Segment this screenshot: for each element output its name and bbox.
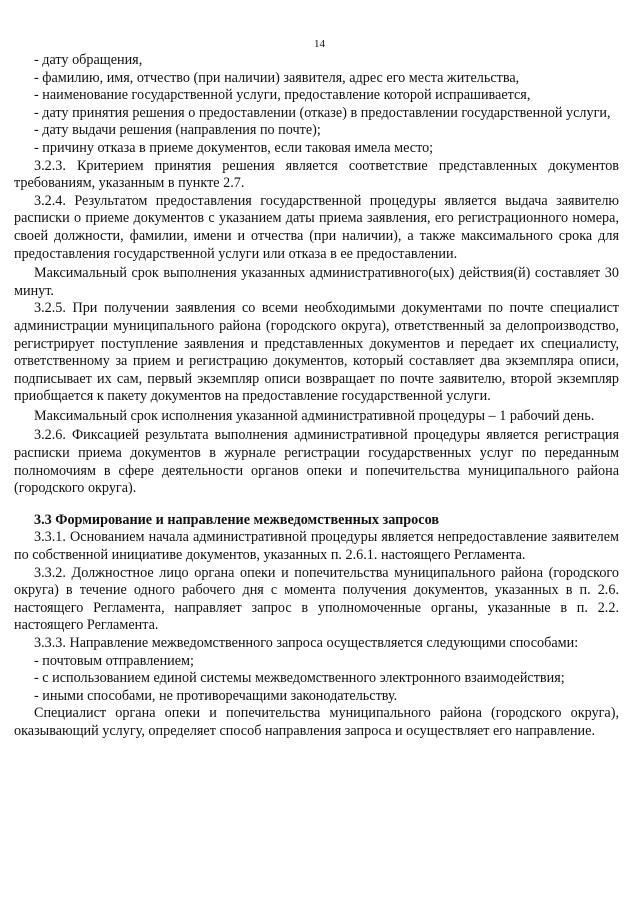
list-item: - иными способами, не противоречащими законодательству. bbox=[34, 687, 398, 704]
paragraph-3-2-5-max-time: Максимальный срок исполнения указанной административной процедуры – 1 рабочий день. bbox=[34, 407, 595, 424]
paragraph-3-3-2: 3.3.2. Должностное лицо органа опеки и попечительства муниципального района (городского округа) в течение одного рабочего дня с момента получения документов, указанных в п. 2.6. настоящего Регламента, направляет запрос в уполномоченные органы, указанные в п. 2.2. настоящего Регламента. bbox=[14, 564, 619, 634]
list-item: - дату обращения, bbox=[34, 52, 143, 68]
paragraph-3-2-5: 3.2.5. При получении заявления со всеми необходимыми документами по почте специалист администрации муниципального района (городского округа), ответственный за делопроизводство, регистрирует поступление заявления и представленных документов и передает их специалисту, ответственному за прием и регистрацию документов, который составляет два экземпляра описи, подписывает их сам, первый экземпляр описи возвращает по почте заявителю, второй экземпляр приобщается к пакету документов на предоставление государственной услуги. bbox=[14, 300, 619, 405]
paragraph-final: Специалист органа опеки и попечительства муниципального района (городского округа), оказывающий услугу, определяет способ направления запроса и осуществляет его направление. bbox=[14, 705, 619, 739]
paragraph-3-2-3: 3.2.3. Критерием принятия решения является соответствие представленных документов требованиям, указанным в пункте 2.7. bbox=[14, 157, 619, 192]
list-item: - наименование государственной услуги, предоставление которой испрашивается, bbox=[34, 87, 531, 104]
paragraph-3-2-4-max-time: Максимальный срок выполнения указанных административного(ых) действия(й) составляет 30 минут. bbox=[14, 265, 619, 299]
list-item: - причину отказа в приеме документов, если таковая имела место; bbox=[34, 139, 434, 156]
paragraph-3-3-1: 3.3.1. Основанием начала административной процедуры является непредоставление заявителем по собственной инициативе документов, указанных п. 2.6.1. настоящего Регламента. bbox=[14, 529, 619, 564]
list-item: - с использованием единой системы межведомственного электронного взаимодействия; bbox=[34, 670, 565, 687]
list-item: - почтовым отправлением; bbox=[34, 652, 194, 669]
list-item: - дату принятия решения о предоставлении (отказе) в предоставлении государственной услуги, bbox=[34, 104, 611, 121]
paragraph-3-3-3: 3.3.3. Направление межведомственного запроса осуществляется следующими способами: bbox=[34, 635, 579, 651]
paragraph-3-2-4: 3.2.4. Результатом предоставления государственной процедуры является выдача заявителю расписки о приеме документов с указанием даты приема заявления, его регистрационного номера, своей должности, фамилии, имени и отчества (при наличии), а также максимального срока для предоставления государственной услуги или отказа в ее предоставлении. bbox=[14, 192, 619, 262]
page-number: 14 bbox=[314, 38, 325, 50]
paragraph-3-2-6: 3.2.6. Фиксацией результата выполнения административной процедуры является регистрация расписки приема документов в журнале регистрации государственных услуг по переданным полномочиям в сфере деятельности органов опеки и попечительства муниципального района (городского округа). bbox=[14, 427, 619, 497]
list-item: - фамилию, имя, отчество (при наличии) заявителя, адрес его места жительства, bbox=[34, 69, 520, 86]
list-item: - дату выдачи решения (направления по почте); bbox=[34, 122, 321, 139]
section-heading-3-3: 3.3 Формирование и направление межведомственных запросов bbox=[34, 511, 439, 528]
